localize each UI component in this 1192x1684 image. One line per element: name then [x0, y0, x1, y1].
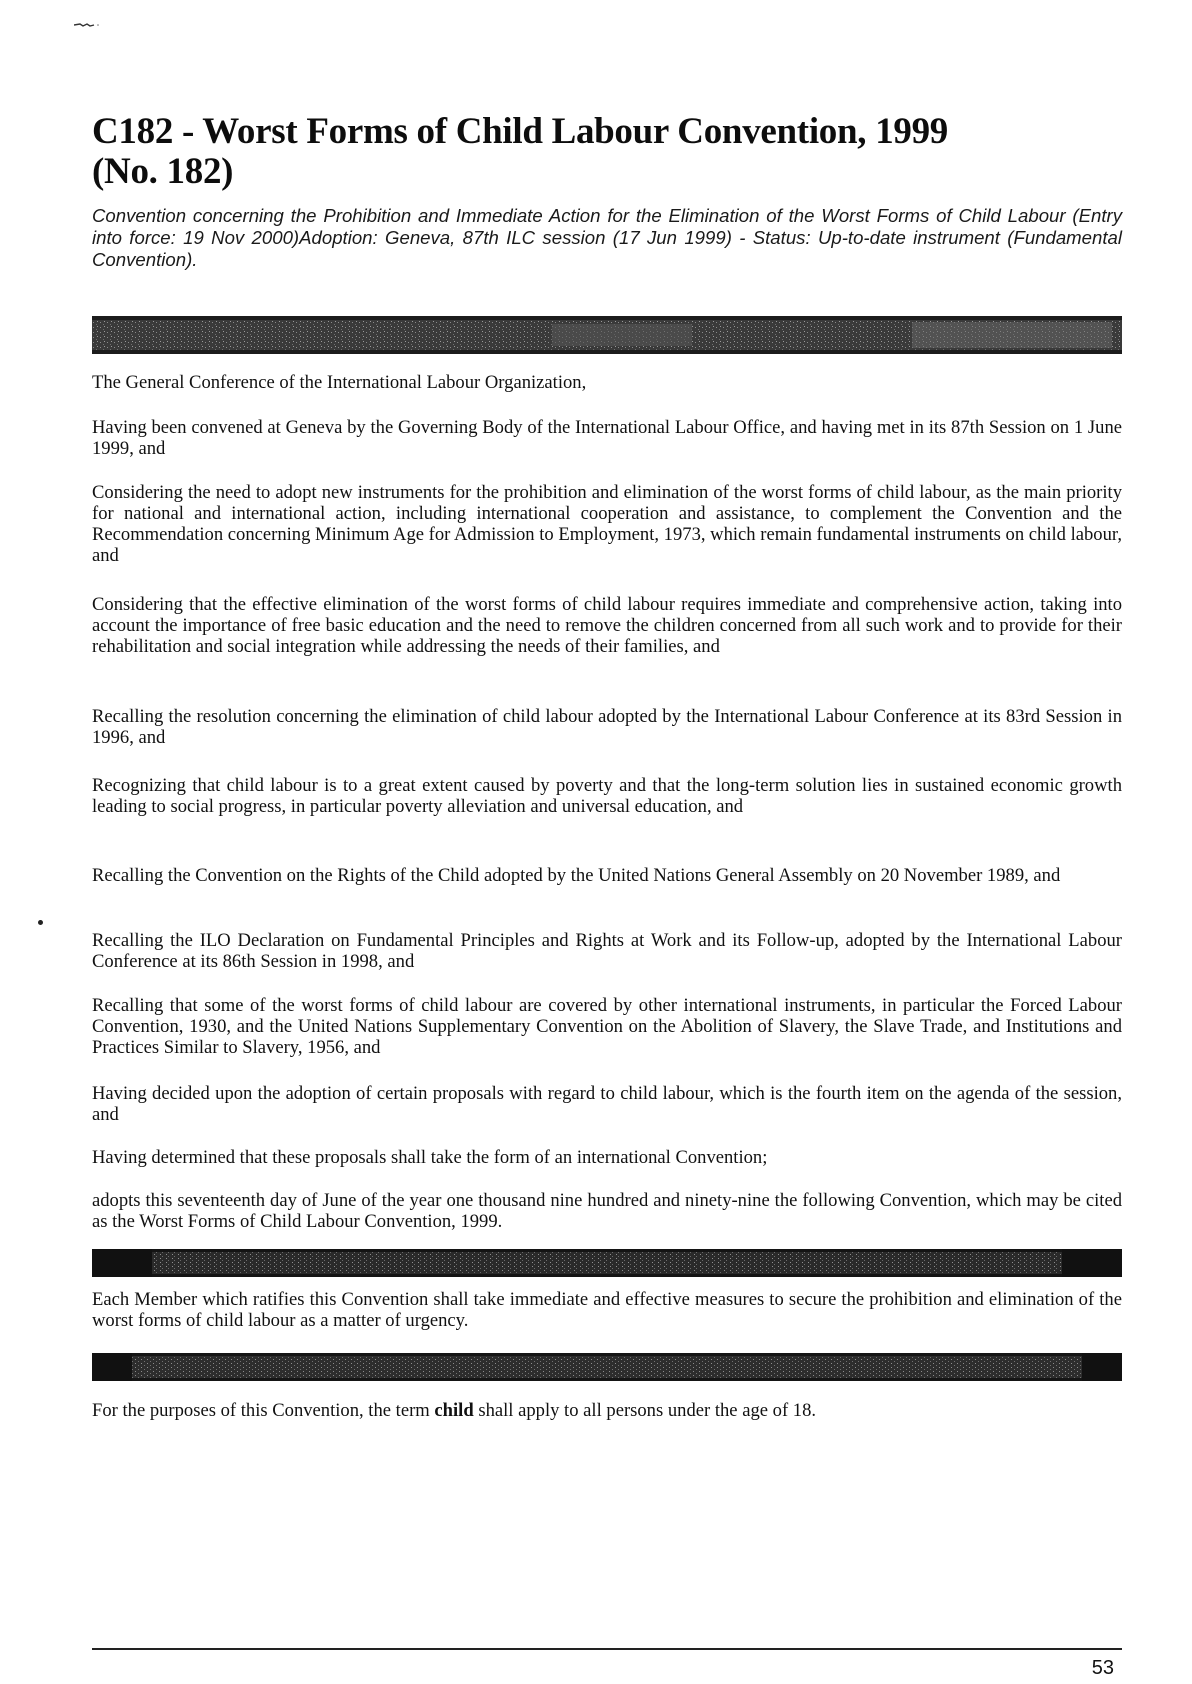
- preamble-paragraph: The General Conference of the International Labour Organization,: [92, 372, 587, 393]
- preamble-paragraph: Considering the need to adopt new instruments for the prohibition and elimination of the worst forms of child labour, as the main priority for national and international action, including international cooperation and assistance, to complement the Convention and the Recommendation concerning Minimum Age for Admission to Employment, 1973, which remain fundamental instruments on child labour, and: [92, 482, 1123, 566]
- article-2-text-before: For the purposes of this Convention, the term: [92, 1400, 435, 1421]
- preamble-paragraph: Having decided upon the adoption of certain proposals with regard to child labour, which is the fourth item on the agenda of the session, and: [92, 1083, 1122, 1125]
- scan-speck: [38, 920, 43, 925]
- preamble-paragraph: Recalling the resolution concerning the elimination of child labour adopted by the International Labour Conference at its 83rd Session in 1996, and: [92, 706, 1122, 748]
- article-2-heading-bar: [92, 1353, 1122, 1381]
- preamble-paragraph: Recalling the ILO Declaration on Fundamental Principles and Rights at Work and its Follow-up, adopted by the International Labour Conference at its 86th Session in 1998, and: [92, 930, 1122, 972]
- scan-mark: [74, 22, 100, 28]
- defined-term-child: child: [434, 1400, 474, 1421]
- preamble-paragraph: Recalling the Convention on the Rights of the Child adopted by the United Nations General Assembly on 20 November 1989, and: [92, 865, 1061, 886]
- preamble-paragraph: Recognizing that child labour is to a great extent caused by poverty and that the long-term solution lies in sustained economic growth leading to social progress, in particular poverty alleviation and universal education, and: [92, 775, 1122, 817]
- preamble-paragraph: Having been convened at Geneva by the Governing Body of the International Labour Office, and having met in its 87th Session on 1 June 1999, and: [92, 417, 1122, 459]
- article-2-text: [92, 1400, 1122, 1421]
- document-subtitle: Convention concerning the Prohibition and Immediate Action for the Elimination of the Worst Forms of Child Labour (Entry into force: 19 Nov 2000)Adoption: Geneva, 87th ILC session (17 Jun 1999) - Status: Up-to-date instrument (Fundamental Convention).: [92, 205, 1122, 270]
- page-number: 53: [1091, 1657, 1114, 1679]
- article-1-heading-bar: [92, 1249, 1122, 1277]
- article-2-text-after: shall apply to all persons under the age of 18.: [473, 1400, 817, 1421]
- preamble-paragraph: Recalling that some of the worst forms of child labour are covered by other international instruments, in particular the Forced Labour Convention, 1930, and the United Nations Supplementary Convention on the Abolition of Slavery, the Slave Trade, and Institutions and Practices Similar to Slavery, 1956, and: [92, 995, 1122, 1058]
- footer-rule: [92, 1648, 1122, 1650]
- title-line-1: C182 - Worst Forms of Child Labour Convention, 1999: [92, 111, 948, 152]
- preamble-paragraph: Considering that the effective elimination of the worst forms of child labour requires immediate and comprehensive action, taking into account the importance of free basic education and the need to remove the children concerned from all such work and to provide for their rehabilitation and social integration while addressing the needs of their families, and: [92, 594, 1122, 657]
- document-title: [92, 112, 1092, 192]
- title-line-2: (No. 182): [92, 151, 234, 192]
- preamble-heading-bar: [92, 316, 1122, 354]
- preamble-paragraph: adopts this seventeenth day of June of the year one thousand nine hundred and ninety-nine the following Convention, which may be cited as the Worst Forms of Child Labour Convention, 1999.: [92, 1190, 1122, 1232]
- preamble-paragraph: Having determined that these proposals shall take the form of an international Convention;: [92, 1147, 768, 1168]
- article-1-text: Each Member which ratifies this Convention shall take immediate and effective measures to secure the prohibition and elimination of the worst forms of child labour as a matter of urgency.: [92, 1289, 1122, 1331]
